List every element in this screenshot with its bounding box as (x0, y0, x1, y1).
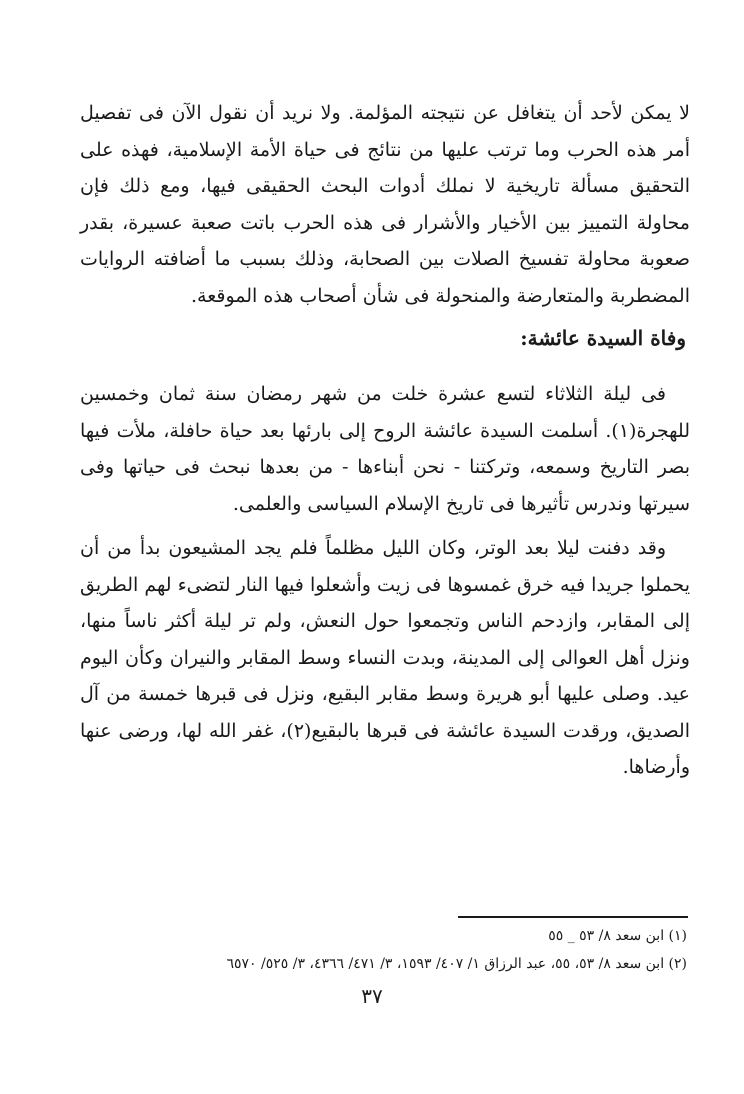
page-number: ٣٧ (361, 984, 383, 1008)
footnote-1: (١) ابن سعد ٨/ ٥٣ _ ٥٥ (548, 928, 687, 944)
section-heading: وفاة السيدة عائشة: (520, 326, 686, 350)
body-paragraph-2: فى ليلة الثلاثاء لتسع عشرة خلت من شهر رمضان سنة ثمان وخمسين للهجرة(١). أسلمت السيدة عائشة الروح إلى بارئها بعد حياة حافلة، ملأت فيها بصر التاريخ وسمعه، وتركتنا - نحن أبناءها - من بعدها نبحث فى حياتها وفى سيرتها وندرس تأثيرها فى تاريخ الإسلام السياسى والعلمى. (80, 383, 690, 515)
body-paragraph-1: لا يمكن لأحد أن يتغافل عن نتيجته المؤلمة. ولا نريد أن نقول الآن فى تفصيل أمر هذه الحرب وما ترتب عليها من نتائج فى حياة الأمة الإسلامية، فهذه على التحقيق مسألة تاريخية لا نملك أدوات البحث الحقيقى فيها، ومع ذلك فإن محاولة التمييز بين الأخيار والأشرار فى هذه الحرب باتت صعبة عسيرة، بقدر صعوبة محاولة تفسيخ الصلات بين الصحابة، وذلك بسبب ما أضافته الروايات المضطربة والمتعارضة والمنحولة فى شأن أصحاب هذه الموقعة. (80, 102, 690, 307)
body-paragraph-3: وقد دفنت ليلا بعد الوتر، وكان الليل مظلماً فلم يجد المشيعون بدأ من أن يحملوا جريدا فيه خرق غمسوها فى زيت وأشعلوا فيها النار لتضىء لهم الطريق إلى المقابر، وازدحم الناس وتجمعوا حول النعش، ولم تر ليلة أكثر ناساً منها، ونزل أهل العوالى إلى المدينة، وبدت النساء وسط المقابر والنيران وكأن اليوم عيد. وصلى عليها أبو هريرة وسط مقابر البقيع، ونزل فى قبرها خمسة من آل الصديق، ورقدت السيدة عائشة فى قبرها بالبقيع(٢)، غفر الله لها، ورضى عنها وأرضاها. (80, 537, 690, 778)
footnote-divider (458, 916, 688, 918)
footnote-2: (٢) ابن سعد ٨/ ٥٣، ٥٥، عبد الرزاق ١/ ٤٠٧/ ١٥٩٣، ٣/ ٤٧١/ ٤٣٦٦، ٣/ ٥٢٥/ ٦٥٧٠ (226, 956, 687, 972)
